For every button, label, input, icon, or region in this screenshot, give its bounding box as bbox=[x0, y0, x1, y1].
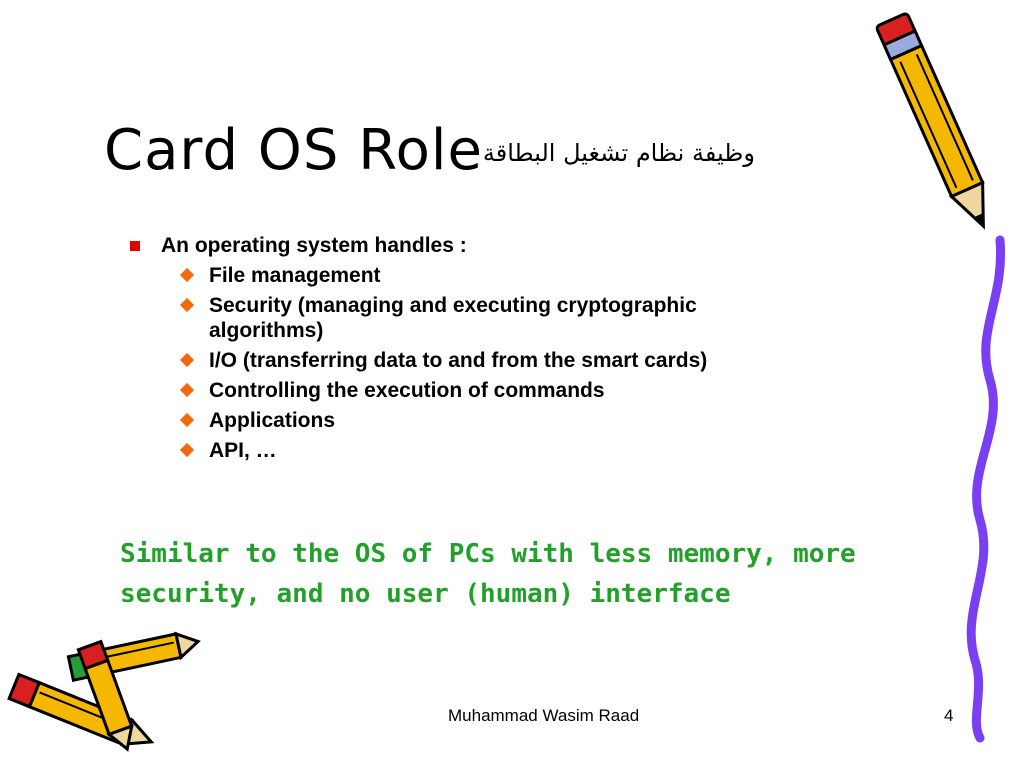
diamond-bullet-icon bbox=[180, 413, 194, 427]
bullet-item bbox=[130, 232, 830, 260]
sub-bullet-label: Controlling the execution of commands bbox=[209, 379, 605, 402]
sub-bullet-label: Security (managing and executing cryptographic algorithms) bbox=[209, 294, 697, 342]
sub-bullet-item bbox=[178, 438, 830, 463]
diamond-bullet-icon bbox=[180, 383, 194, 397]
sub-bullet-label: File management bbox=[209, 264, 381, 287]
slide-title-arabic: وظيفة نظام تشغيل البطاقة bbox=[482, 139, 755, 167]
sub-bullet-item bbox=[178, 348, 830, 373]
pencil-cluster-icon bbox=[0, 618, 210, 758]
diamond-bullet-icon bbox=[180, 353, 194, 367]
summary-note: Similar to the OS of PCs with less memory, more security, and no user (human) interface bbox=[120, 539, 856, 609]
pencil-icon bbox=[862, 2, 1012, 242]
sub-bullet-item bbox=[178, 378, 830, 403]
sub-bullet-item bbox=[178, 293, 789, 343]
page-number: 4 bbox=[944, 706, 954, 725]
slide-title-english: Card OS Role bbox=[104, 118, 483, 183]
sub-bullet-label: API, … bbox=[209, 439, 277, 462]
sub-bullet-item bbox=[178, 263, 830, 288]
sub-bullet-item bbox=[178, 408, 830, 433]
diamond-bullet-icon bbox=[180, 298, 194, 312]
sub-bullet-label: I/O (transferring data to and from the smart cards) bbox=[209, 349, 708, 372]
diamond-bullet-icon bbox=[180, 268, 194, 282]
sub-bullet-list bbox=[130, 263, 830, 463]
sub-bullet-label: Applications bbox=[209, 409, 336, 432]
bullet-list bbox=[130, 232, 830, 468]
square-bullet-icon bbox=[130, 241, 140, 251]
diamond-bullet-icon bbox=[180, 443, 194, 457]
slide-title bbox=[104, 118, 755, 183]
bullet-label: An operating system handles : bbox=[161, 234, 467, 257]
footer-author: Muhammad Wasim Raad bbox=[448, 706, 640, 725]
